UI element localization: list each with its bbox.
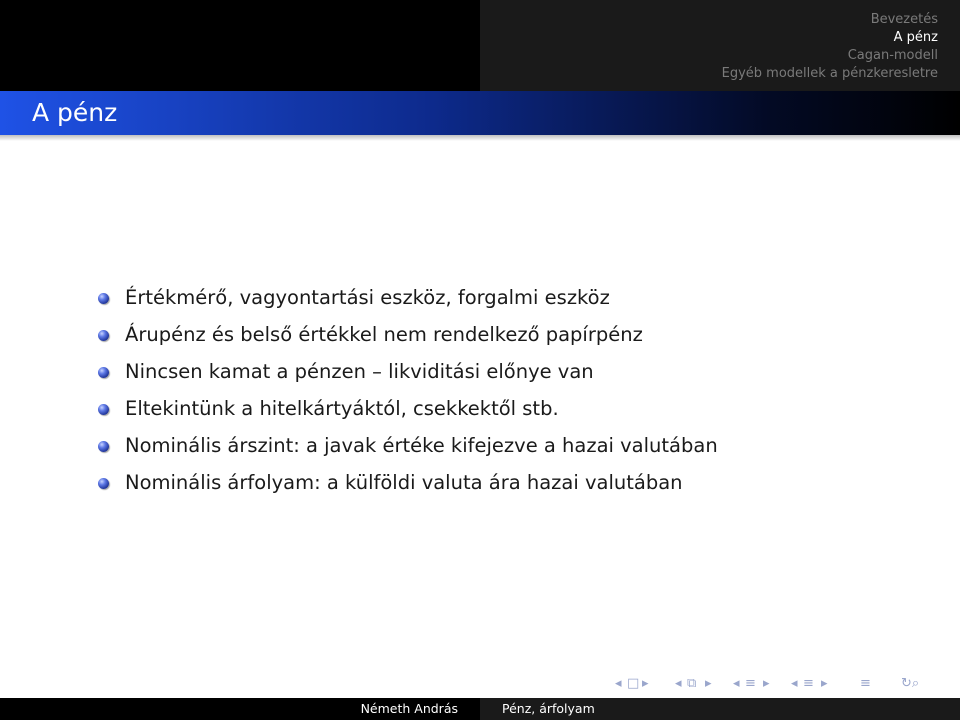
bullet-ball-icon xyxy=(98,441,109,452)
bullet-ball-icon xyxy=(98,367,109,378)
frame-icon[interactable]: ⧉ xyxy=(687,676,697,691)
bullet-item xyxy=(98,283,918,320)
header-bar xyxy=(0,0,960,91)
frame-title-bar xyxy=(0,91,960,135)
slide-next-icon[interactable]: ▸ xyxy=(642,676,649,691)
bullet-text: Nominális árszint: a javak értéke kifejezve a hazai valutában xyxy=(125,434,718,457)
nav-item-cagan-modell[interactable]: Cagan-modell xyxy=(847,48,938,63)
section-icon[interactable]: ≡ xyxy=(803,676,814,691)
slide-prev-icon[interactable]: ◂ xyxy=(615,676,622,691)
footer-right-panel xyxy=(480,698,960,720)
bullet-ball-icon xyxy=(98,330,109,341)
bullet-ball-icon xyxy=(98,404,109,415)
bullet-item xyxy=(98,431,918,468)
bullet-text: Értékmérő, vagyontartási eszköz, forgalmi eszköz xyxy=(125,286,610,309)
bullet-item xyxy=(98,320,918,357)
subsection-icon[interactable]: ≡ xyxy=(745,676,756,691)
nav-item-egyeb-modellek[interactable]: Egyéb modellek a pénzkeresletre xyxy=(721,66,938,81)
bullet-item xyxy=(98,357,918,394)
search-icon[interactable]: ↻⌕ xyxy=(901,676,920,691)
section-navigation xyxy=(538,11,938,83)
section-next-icon[interactable]: ▸ xyxy=(821,676,828,691)
frame-prev-icon[interactable]: ◂ xyxy=(675,676,682,691)
header-left-panel xyxy=(0,0,480,91)
slide-icon[interactable]: □ xyxy=(627,676,640,691)
title-bar-shadow xyxy=(0,135,960,141)
nav-item-a-penz[interactable]: A pénz xyxy=(893,30,938,45)
subsection-prev-icon[interactable]: ◂ xyxy=(733,676,740,691)
bullet-text: Nincsen kamat a pénzen – likviditási előnye van xyxy=(125,360,594,383)
footer-author: Németh András xyxy=(360,701,458,716)
subsection-next-icon[interactable]: ▸ xyxy=(763,676,770,691)
frame-next-icon[interactable]: ▸ xyxy=(705,676,712,691)
toc-icon[interactable]: ≡ xyxy=(860,676,871,691)
bullet-ball-icon xyxy=(98,478,109,489)
bullet-item xyxy=(98,468,918,505)
footer-bar xyxy=(0,698,960,720)
bullet-text: Árupénz és belső értékkel nem rendelkező papírpénz xyxy=(125,323,643,346)
bullet-list xyxy=(98,283,918,505)
section-prev-icon[interactable]: ◂ xyxy=(791,676,798,691)
frame-title: A pénz xyxy=(32,98,118,127)
nav-item-bevezetes[interactable]: Bevezetés xyxy=(870,12,938,27)
bullet-item xyxy=(98,394,918,431)
footer-short-title: Pénz, árfolyam xyxy=(502,701,595,716)
footer-left-panel xyxy=(0,698,480,720)
bullet-text: Eltekintünk a hitelkártyáktól, csekkektől stb. xyxy=(125,397,559,420)
bullet-text: Nominális árfolyam: a külföldi valuta ára hazai valutában xyxy=(125,471,683,494)
bullet-ball-icon xyxy=(98,293,109,304)
